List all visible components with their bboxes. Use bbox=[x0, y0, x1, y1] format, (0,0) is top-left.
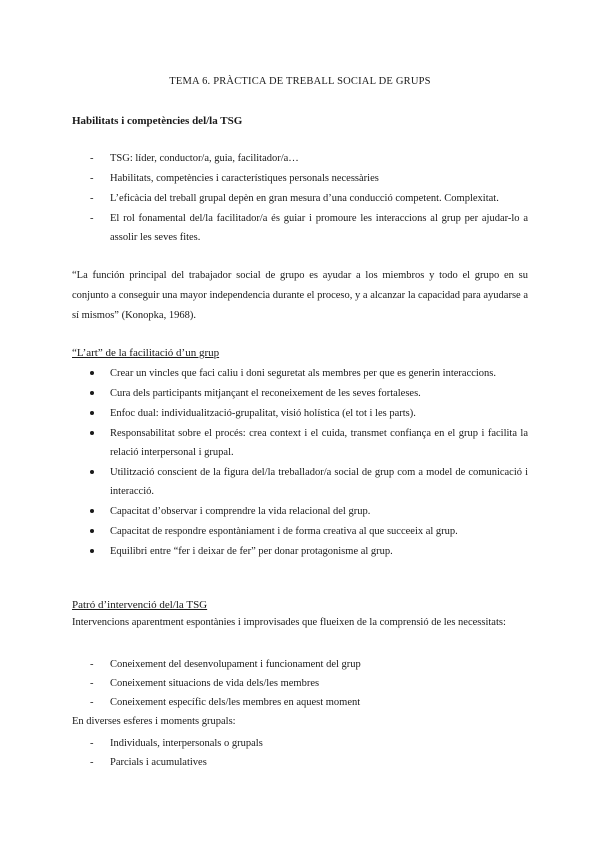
list-item bbox=[72, 364, 528, 383]
list-item bbox=[72, 542, 528, 561]
list-item-text: Coneixement del desenvolupament i funcionament del grup bbox=[110, 659, 361, 670]
dash-marker: - bbox=[90, 738, 94, 749]
bullet-icon bbox=[90, 529, 94, 533]
list-item bbox=[72, 463, 528, 501]
list-item bbox=[72, 655, 528, 674]
bullet-icon bbox=[90, 371, 94, 375]
list-item bbox=[72, 522, 528, 541]
list-item-text: TSG: líder, conductor/a, guia, facilitador/a… bbox=[110, 153, 299, 164]
bullet-icon bbox=[90, 431, 94, 435]
list-item bbox=[72, 149, 528, 168]
list-item bbox=[72, 674, 528, 693]
dash-marker: - bbox=[90, 173, 94, 184]
list-item-text: Individuals, interpersonals o grupals bbox=[110, 738, 263, 749]
list-item-text: Parcials i acumulatives bbox=[110, 757, 207, 768]
list-item-text: Equilibri entre “fer i deixar de fer” per donar protagonisme al grup. bbox=[110, 546, 393, 557]
list-item bbox=[72, 209, 528, 247]
esferes-list bbox=[72, 734, 528, 772]
habilitats-list bbox=[72, 149, 528, 248]
konopka-quote: “La función principal del trabajador social de grupo es ayudar a los miembros y todo el grupo en su conjunto a conseguir una mayor independencia durante el proceso, y a alcanzar la capacidad para ayudarse a sí mismos” (Konopka, 1968). bbox=[72, 270, 528, 321]
section-heading-patro: Patró d’intervenció del/la TSG bbox=[72, 599, 208, 611]
document-title: TEMA 6. PRÀCTICA DE TREBALL SOCIAL DE GRUPS bbox=[169, 76, 431, 87]
list-item-text: L’eficàcia del treball grupal depèn en gran mesura d’una conducció competent. Complexitat. bbox=[110, 193, 499, 204]
esferes-intro: En diverses esferes i moments grupals: bbox=[72, 716, 236, 727]
list-item-text: Responsabilitat sobre el procés: crea context i el cuida, transmet confiança en el grup i facilita la relació interpersonal i grupal. bbox=[110, 428, 528, 458]
dash-marker: - bbox=[90, 193, 94, 204]
list-item bbox=[72, 169, 528, 188]
list-item bbox=[72, 189, 528, 208]
art-list bbox=[72, 364, 528, 562]
list-item bbox=[72, 424, 528, 462]
dash-marker: - bbox=[90, 659, 94, 670]
dash-marker: - bbox=[90, 153, 94, 164]
dash-marker: - bbox=[90, 678, 94, 689]
bullet-icon bbox=[90, 391, 94, 395]
dash-marker: - bbox=[90, 213, 94, 224]
list-item-text: Enfoc dual: individualització-grupalitat, visió holística (el tot i les parts). bbox=[110, 408, 416, 419]
list-item bbox=[72, 404, 528, 423]
bullet-icon bbox=[90, 549, 94, 553]
list-item-text: Capacitat de respondre espontàniament i de forma creativa al que succeeix al grup. bbox=[110, 526, 458, 537]
list-item-text: Crear un vincles que faci caliu i doni seguretat als membres per que es generin interaccions. bbox=[110, 368, 497, 379]
bullet-icon bbox=[90, 509, 94, 513]
section-heading-habilitats: Habilitats i competències del/la TSG bbox=[72, 115, 243, 127]
list-item bbox=[72, 502, 528, 521]
list-item bbox=[72, 734, 528, 753]
section-heading-art: “L’art” de la facilitació d’un grup bbox=[72, 347, 220, 359]
list-item-text: Cura dels participants mitjançant el reconeixement de les seves fortaleses. bbox=[110, 388, 421, 399]
patro-list bbox=[72, 655, 528, 712]
list-item-text: Capacitat d’observar i comprendre la vida relacional del grup. bbox=[110, 506, 371, 517]
list-item-text: Habilitats, competències i característiques personals necessàries bbox=[110, 173, 379, 184]
dash-marker: - bbox=[90, 697, 94, 708]
list-item bbox=[72, 693, 528, 712]
list-item-text: Coneixement situacions de vida dels/les membres bbox=[110, 678, 320, 689]
list-item-text: Coneixement específic dels/les membres en aquest moment bbox=[110, 697, 361, 708]
dash-marker: - bbox=[90, 757, 94, 768]
patro-intro: Intervencions aparentment espontànies i improvisades que flueixen de la comprensió de les necessitats: bbox=[72, 617, 506, 628]
bullet-icon bbox=[90, 411, 94, 415]
list-item bbox=[72, 384, 528, 403]
list-item-text: Utilització conscient de la figura del/la treballador/a social de grup com a model de comunicació i interacció. bbox=[110, 467, 528, 497]
bullet-icon bbox=[90, 470, 94, 474]
list-item-text: El rol fonamental del/la facilitador/a és guiar i promoure les interaccions al grup per ajudar-lo a assolir les seves fites. bbox=[110, 213, 528, 243]
list-item bbox=[72, 753, 528, 772]
